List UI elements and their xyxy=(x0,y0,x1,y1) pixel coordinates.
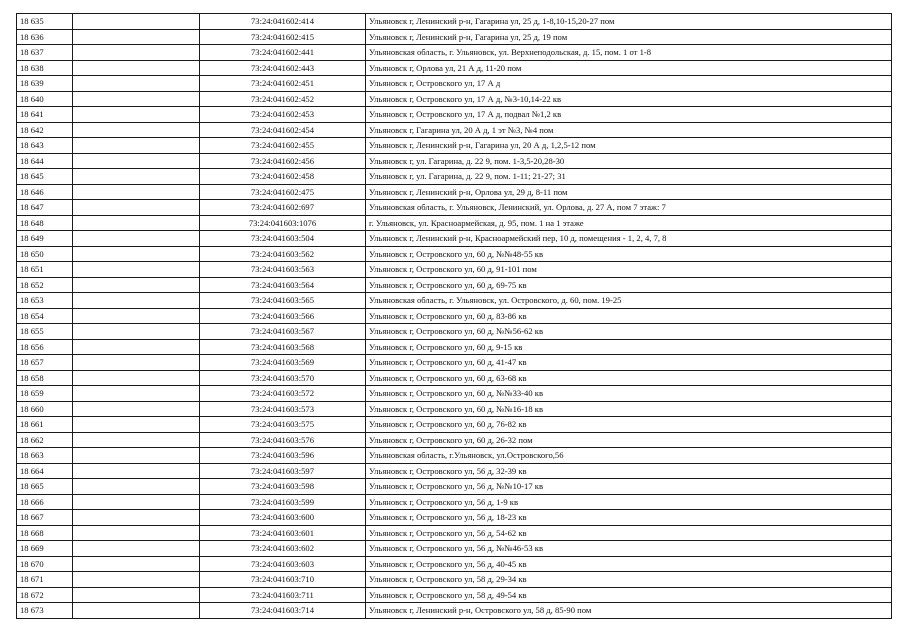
row-number-cell: 18 658 xyxy=(17,370,73,386)
row-number-cell: 18 670 xyxy=(17,556,73,572)
cadastral-number-cell: 73:24:041603:1076 xyxy=(200,215,366,231)
address-cell: Ульяновск г, Островского ул, 56 д, 54-62 кв xyxy=(366,525,892,541)
empty-cell xyxy=(73,308,200,324)
cadastral-number-cell: 73:24:041603:601 xyxy=(200,525,366,541)
empty-cell xyxy=(73,91,200,107)
cadastral-number-cell: 73:24:041603:573 xyxy=(200,401,366,417)
address-cell: Ульяновск г, Островского ул, 56 д, 1-9 кв xyxy=(366,494,892,510)
address-cell: Ульяновск г, Островского ул, 60 д, №№16-18 кв xyxy=(366,401,892,417)
row-number-cell: 18 644 xyxy=(17,153,73,169)
empty-cell xyxy=(73,448,200,464)
address-cell: Ульяновск г, Островского ул, 60 д, 26-32 пом xyxy=(366,432,892,448)
empty-cell xyxy=(73,277,200,293)
address-cell: Ульяновск г, Ленинский р-н, Орлова ул, 29 д, 8-11 пом xyxy=(366,184,892,200)
table-row xyxy=(17,184,892,200)
row-number-cell: 18 659 xyxy=(17,386,73,402)
registry-table-body xyxy=(17,14,892,619)
table-row xyxy=(17,231,892,247)
table-row xyxy=(17,91,892,107)
table-row xyxy=(17,525,892,541)
row-number-cell: 18 636 xyxy=(17,29,73,45)
row-number-cell: 18 638 xyxy=(17,60,73,76)
empty-cell xyxy=(73,494,200,510)
row-number-cell: 18 654 xyxy=(17,308,73,324)
row-number-cell: 18 671 xyxy=(17,572,73,588)
address-cell: Ульяновск г, Ленинский р-н, Гагарина ул, 25 д, 1-8,10-15,20-27 пом xyxy=(366,14,892,30)
cadastral-number-cell: 73:24:041602:475 xyxy=(200,184,366,200)
address-cell: Ульяновск г, Островского ул, 60 д, №№56-62 кв xyxy=(366,324,892,340)
empty-cell xyxy=(73,355,200,371)
table-row xyxy=(17,587,892,603)
table-row xyxy=(17,541,892,557)
address-cell: Ульяновск г, Островского ул, 56 д, 18-23 кв xyxy=(366,510,892,526)
address-cell: Ульяновская область, г. Ульяновск, Ленинский, ул. Орлова, д. 27 А, пом 7 этаж: 7 xyxy=(366,200,892,216)
cadastral-number-cell: 73:24:041603:602 xyxy=(200,541,366,557)
cadastral-number-cell: 73:24:041603:563 xyxy=(200,262,366,278)
empty-cell xyxy=(73,153,200,169)
empty-cell xyxy=(73,262,200,278)
row-number-cell: 18 668 xyxy=(17,525,73,541)
table-row xyxy=(17,432,892,448)
table-row xyxy=(17,355,892,371)
cadastral-number-cell: 73:24:041602:451 xyxy=(200,76,366,92)
row-number-cell: 18 667 xyxy=(17,510,73,526)
cadastral-number-cell: 73:24:041602:458 xyxy=(200,169,366,185)
address-cell: Ульяновск г, Ленинский р-н, Красноармейский пер, 10 д, помещения - 1, 2, 4, 7, 8 xyxy=(366,231,892,247)
empty-cell xyxy=(73,215,200,231)
address-cell: Ульяновск г, Островского ул, 17 А д, подвал №1,2 кв xyxy=(366,107,892,123)
empty-cell xyxy=(73,479,200,495)
empty-cell xyxy=(73,60,200,76)
cadastral-number-cell: 73:24:041603:711 xyxy=(200,587,366,603)
address-cell: Ульяновск г, Островского ул, 60 д, 9-15 кв xyxy=(366,339,892,355)
empty-cell xyxy=(73,107,200,123)
cadastral-number-cell: 73:24:041603:504 xyxy=(200,231,366,247)
row-number-cell: 18 669 xyxy=(17,541,73,557)
row-number-cell: 18 647 xyxy=(17,200,73,216)
row-number-cell: 18 655 xyxy=(17,324,73,340)
cadastral-number-cell: 73:24:041603:576 xyxy=(200,432,366,448)
row-number-cell: 18 635 xyxy=(17,14,73,30)
address-cell: Ульяновск г, Островского ул, 60 д, 69-75 кв xyxy=(366,277,892,293)
address-cell: Ульяновская область, г.Ульяновск, ул.Островского,56 xyxy=(366,448,892,464)
table-row xyxy=(17,277,892,293)
address-cell: Ульяновск г, Ленинский р-н, Гагарина ул, 20 А д, 1,2,5-12 пом xyxy=(366,138,892,154)
empty-cell xyxy=(73,603,200,619)
row-number-cell: 18 652 xyxy=(17,277,73,293)
empty-cell xyxy=(73,200,200,216)
row-number-cell: 18 640 xyxy=(17,91,73,107)
table-row xyxy=(17,308,892,324)
cadastral-number-cell: 73:24:041603:569 xyxy=(200,355,366,371)
address-cell: Ульяновск г, Орлова ул, 21 А д, 11-20 пом xyxy=(366,60,892,76)
row-number-cell: 18 663 xyxy=(17,448,73,464)
cadastral-number-cell: 73:24:041602:456 xyxy=(200,153,366,169)
address-cell: Ульяновск г, Островского ул, 60 д, 63-68 кв xyxy=(366,370,892,386)
empty-cell xyxy=(73,525,200,541)
row-number-cell: 18 639 xyxy=(17,76,73,92)
address-cell: Ульяновск г, ул. Гагарина, д. 22 9, пом. 1-3,5-20,28-30 xyxy=(366,153,892,169)
cadastral-number-cell: 73:24:041603:597 xyxy=(200,463,366,479)
table-row xyxy=(17,107,892,123)
table-row xyxy=(17,448,892,464)
address-cell: Ульяновск г, Островского ул, 60 д, 76-82 кв xyxy=(366,417,892,433)
address-cell: Ульяновск г, Островского ул, 58 д, 29-34 кв xyxy=(366,572,892,588)
table-row xyxy=(17,417,892,433)
empty-cell xyxy=(73,432,200,448)
empty-cell xyxy=(73,138,200,154)
table-row xyxy=(17,401,892,417)
cadastral-number-cell: 73:24:041602:455 xyxy=(200,138,366,154)
table-row xyxy=(17,169,892,185)
cadastral-number-cell: 73:24:041603:568 xyxy=(200,339,366,355)
empty-cell xyxy=(73,370,200,386)
address-cell: Ульяновск г, Островского ул, 56 д, №№10-17 кв xyxy=(366,479,892,495)
address-cell: Ульяновск г, Островского ул, 60 д, 41-47 кв xyxy=(366,355,892,371)
row-number-cell: 18 645 xyxy=(17,169,73,185)
empty-cell xyxy=(73,293,200,309)
table-row xyxy=(17,556,892,572)
empty-cell xyxy=(73,510,200,526)
cadastral-number-cell: 73:24:041602:452 xyxy=(200,91,366,107)
address-cell: Ульяновск г, Островского ул, 56 д, №№46-53 кв xyxy=(366,541,892,557)
empty-cell xyxy=(73,401,200,417)
cadastral-number-cell: 73:24:041602:454 xyxy=(200,122,366,138)
row-number-cell: 18 642 xyxy=(17,122,73,138)
empty-cell xyxy=(73,556,200,572)
table-row xyxy=(17,14,892,30)
cadastral-number-cell: 73:24:041602:414 xyxy=(200,14,366,30)
row-number-cell: 18 664 xyxy=(17,463,73,479)
table-row xyxy=(17,200,892,216)
cadastral-number-cell: 73:24:041603:575 xyxy=(200,417,366,433)
table-row xyxy=(17,138,892,154)
empty-cell xyxy=(73,45,200,61)
empty-cell xyxy=(73,339,200,355)
row-number-cell: 18 646 xyxy=(17,184,73,200)
cadastral-number-cell: 73:24:041603:572 xyxy=(200,386,366,402)
table-row xyxy=(17,386,892,402)
empty-cell xyxy=(73,122,200,138)
empty-cell xyxy=(73,386,200,402)
table-row xyxy=(17,463,892,479)
empty-cell xyxy=(73,246,200,262)
row-number-cell: 18 657 xyxy=(17,355,73,371)
table-row xyxy=(17,603,892,619)
address-cell: Ульяновск г, Ленинский р-н, Островского ул, 58 д, 85-90 пом xyxy=(366,603,892,619)
row-number-cell: 18 673 xyxy=(17,603,73,619)
table-row xyxy=(17,45,892,61)
cadastral-number-cell: 73:24:041603:599 xyxy=(200,494,366,510)
table-row xyxy=(17,370,892,386)
empty-cell xyxy=(73,76,200,92)
table-row xyxy=(17,215,892,231)
empty-cell xyxy=(73,169,200,185)
cadastral-number-cell: 73:24:041602:453 xyxy=(200,107,366,123)
table-row xyxy=(17,246,892,262)
address-cell: Ульяновская область, г. Ульяновск, ул. Верхнеподольская, д. 15, пом. 1 от 1-8 xyxy=(366,45,892,61)
table-row xyxy=(17,510,892,526)
row-number-cell: 18 649 xyxy=(17,231,73,247)
cadastral-number-cell: 73:24:041602:443 xyxy=(200,60,366,76)
table-row xyxy=(17,324,892,340)
empty-cell xyxy=(73,417,200,433)
cadastral-number-cell: 73:24:041603:598 xyxy=(200,479,366,495)
table-row xyxy=(17,339,892,355)
table-row xyxy=(17,153,892,169)
cadastral-number-cell: 73:24:041602:441 xyxy=(200,45,366,61)
empty-cell xyxy=(73,184,200,200)
row-number-cell: 18 661 xyxy=(17,417,73,433)
cadastral-number-cell: 73:24:041603:564 xyxy=(200,277,366,293)
address-cell: Ульяновск г, Островского ул, 56 д, 32-39 кв xyxy=(366,463,892,479)
address-cell: Ульяновск г, Островского ул, 60 д, 83-86 кв xyxy=(366,308,892,324)
table-row xyxy=(17,494,892,510)
row-number-cell: 18 653 xyxy=(17,293,73,309)
row-number-cell: 18 666 xyxy=(17,494,73,510)
table-row xyxy=(17,479,892,495)
address-cell: Ульяновск г, Гагарина ул, 20 А д, 1 эт №3, №4 пом xyxy=(366,122,892,138)
cadastral-number-cell: 73:24:041602:697 xyxy=(200,200,366,216)
table-row xyxy=(17,76,892,92)
address-cell: Ульяновск г, Островского ул, 17 А д, №3-10,14-22 кв xyxy=(366,91,892,107)
row-number-cell: 18 650 xyxy=(17,246,73,262)
cadastral-number-cell: 73:24:041602:415 xyxy=(200,29,366,45)
cadastral-number-cell: 73:24:041603:570 xyxy=(200,370,366,386)
row-number-cell: 18 637 xyxy=(17,45,73,61)
table-row xyxy=(17,60,892,76)
cadastral-number-cell: 73:24:041603:603 xyxy=(200,556,366,572)
row-number-cell: 18 660 xyxy=(17,401,73,417)
registry-table xyxy=(16,13,892,619)
table-row xyxy=(17,293,892,309)
empty-cell xyxy=(73,541,200,557)
empty-cell xyxy=(73,572,200,588)
table-row xyxy=(17,262,892,278)
row-number-cell: 18 648 xyxy=(17,215,73,231)
address-cell: г. Ульяновск, ул. Красноармейская, д. 95, пом. 1 на 1 этаже xyxy=(366,215,892,231)
empty-cell xyxy=(73,587,200,603)
cadastral-number-cell: 73:24:041603:596 xyxy=(200,448,366,464)
cadastral-number-cell: 73:24:041603:565 xyxy=(200,293,366,309)
row-number-cell: 18 665 xyxy=(17,479,73,495)
empty-cell xyxy=(73,463,200,479)
address-cell: Ульяновск г, Островского ул, 60 д, №№33-40 кв xyxy=(366,386,892,402)
address-cell: Ульяновск г, Островского ул, 56 д, 40-45 кв xyxy=(366,556,892,572)
row-number-cell: 18 643 xyxy=(17,138,73,154)
table-row xyxy=(17,572,892,588)
address-cell: Ульяновск г, Ленинский р-н, Гагарина ул, 25 д, 19 пом xyxy=(366,29,892,45)
empty-cell xyxy=(73,231,200,247)
table-row xyxy=(17,29,892,45)
table-row xyxy=(17,122,892,138)
row-number-cell: 18 672 xyxy=(17,587,73,603)
address-cell: Ульяновск г, Островского ул, 17 А д xyxy=(366,76,892,92)
empty-cell xyxy=(73,324,200,340)
address-cell: Ульяновск г, Островского ул, 60 д, 91-101 пом xyxy=(366,262,892,278)
row-number-cell: 18 662 xyxy=(17,432,73,448)
address-cell: Ульяновск г, ул. Гагарина, д. 22 9, пом. 1-11; 21-27; 31 xyxy=(366,169,892,185)
empty-cell xyxy=(73,14,200,30)
cadastral-number-cell: 73:24:041603:567 xyxy=(200,324,366,340)
address-cell: Ульяновск г, Островского ул, 58 д, 49-54 кв xyxy=(366,587,892,603)
cadastral-number-cell: 73:24:041603:714 xyxy=(200,603,366,619)
row-number-cell: 18 651 xyxy=(17,262,73,278)
address-cell: Ульяновск г, Островского ул, 60 д, №№48-55 кв xyxy=(366,246,892,262)
row-number-cell: 18 641 xyxy=(17,107,73,123)
empty-cell xyxy=(73,29,200,45)
address-cell: Ульяновская область, г. Ульяновск, ул. Островского, д. 60, пом. 19-25 xyxy=(366,293,892,309)
row-number-cell: 18 656 xyxy=(17,339,73,355)
cadastral-number-cell: 73:24:041603:710 xyxy=(200,572,366,588)
cadastral-number-cell: 73:24:041603:566 xyxy=(200,308,366,324)
cadastral-number-cell: 73:24:041603:562 xyxy=(200,246,366,262)
cadastral-number-cell: 73:24:041603:600 xyxy=(200,510,366,526)
